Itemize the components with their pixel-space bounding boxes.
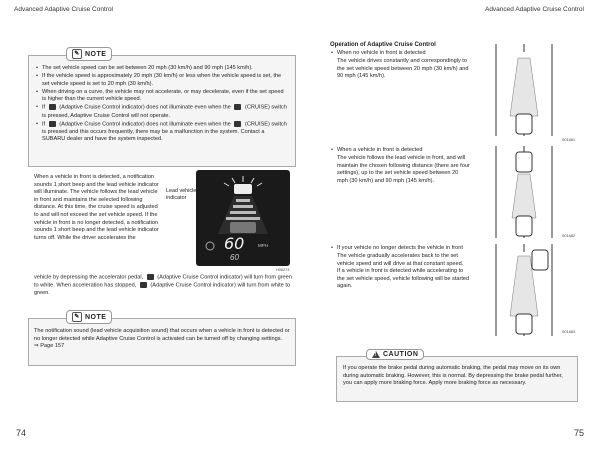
left-body-text-lower: vehicle by depressing the accelerator pedal, (Adaptive Cruise Control indicator) will turn from green to white. When acceleration has stopped, (Adaptive Cruise Control indicator) will turn from white to green.	[34, 274, 292, 297]
pencil-note-icon: ✎	[72, 312, 82, 322]
right-section-3	[330, 245, 470, 291]
section-2-heading: • When a vehicle in front is detected	[337, 147, 470, 155]
note-2-content	[34, 328, 290, 351]
note-1-title: NOTE	[85, 50, 107, 58]
adaptive-cruise-control-indicator-icon	[49, 104, 56, 110]
note-2-text: The notification sound (lead vehicle acquisition sound) that occurs when a vehicle in front is detected or no longer detected while Adaptive Cruise Control is activated can be turned off by changing settings.	[34, 328, 290, 342]
section-1-heading: • When no vehicle in front is detected	[337, 50, 470, 58]
caution-text: If you operate the brake pedal during automatic braking, the pedal may move on its own during automatic braking. However, this is normal. By depressing the brake pedal further, you can apply more braking force. Apply more braking force as necessary.	[343, 365, 563, 387]
note-box-1	[28, 55, 296, 167]
right-section-title: Operation of Adaptive Cruise Control	[330, 42, 436, 48]
note-1-item: • The set vehicle speed can be set between 20 mph (30 km/h) and 90 mph (145 km/h).	[42, 65, 289, 73]
note-2-page-ref[interactable]: ⇒ Page 157	[34, 343, 65, 350]
note-1-item: • If (Adaptive Cruise Control indicator) does not illuminate even when the (CRUISE) switch is pressed and this occurs frequently, there may be a malfunction in the system. Contact a SUBARU dealer and have the system inspected.	[42, 121, 289, 144]
section-2-text: The vehicle follows the lead vehicle in front, and will maintain the chosen following distance (there are four settings), up to the set vehicle speed between 20 mph (30 km/h) and 90 mph (145 km/h).	[337, 155, 470, 184]
note-1-content	[35, 65, 289, 144]
left-running-header: Advanced Adaptive Cruise Control	[14, 6, 114, 13]
caution-title-badge	[366, 349, 424, 360]
adaptive-cruise-control-indicator-icon	[49, 121, 56, 127]
warning-triangle-icon	[372, 351, 380, 358]
right-page-number: 75	[573, 428, 584, 438]
lead-vehicle-icon	[234, 184, 252, 194]
meter-display	[196, 170, 290, 266]
adaptive-cruise-control-indicator-icon	[234, 121, 241, 127]
caution-box	[336, 356, 578, 402]
right-section-2	[330, 147, 470, 185]
figure-code-h06273: H06273	[276, 268, 290, 272]
set-speed-large: 60	[224, 234, 245, 253]
adaptive-cruise-control-indicator-icon	[140, 282, 147, 288]
right-section-1	[330, 50, 470, 81]
note-1-title-badge	[66, 47, 112, 61]
figure-code-s01681: S01681	[562, 138, 576, 142]
caution-title: CAUTION	[383, 351, 419, 358]
road-illustration-vehicle-lost	[488, 244, 560, 336]
pencil-note-icon: ✎	[72, 49, 82, 59]
section-3-text-2: If a vehicle in front is detected while accelerating to the set vehicle speed, vehicle following will be started again.	[337, 268, 470, 290]
note-1-item: • If the vehicle speed is approximately 20 mph (30 km/h) or less when the vehicle speed is set, the set vehicle speed is set to 20 mph (30 km/h).	[42, 73, 289, 88]
left-page-number: 74	[16, 428, 27, 438]
left-body-text-upper: When a vehicle in front is detected, a notification sounds 1 short beep and the lead vehicle indicator will illuminate. The vehicle follows the lead vehicle in front and maintains the selected following distance. At this time, the cruise speed is adjusted to and will not exceed the set vehicle speed. If the vehicle in front is no longer detected, a notification sounds 1 short beep and the lead vehicle indicator turns off. While the driver accelerates the	[34, 174, 159, 241]
note-2-title: NOTE	[85, 313, 107, 321]
lead-vehicle-callout: Lead vehicle indicator	[166, 188, 197, 201]
road-illustration-vehicle-ahead	[488, 146, 560, 238]
speed-unit: MPH	[258, 243, 268, 248]
current-speed-small: 60	[230, 253, 239, 262]
figure-code-s01682: S01682	[562, 234, 576, 238]
cruise-indicator-icon	[206, 242, 214, 250]
note-1-item: • When driving on a curve, the vehicle may not accelerate, or may decelerate, even if the set speed is higher than the current vehicle speed.	[42, 89, 289, 104]
adaptive-cruise-control-indicator-icon	[234, 104, 241, 110]
adaptive-cruise-control-indicator-icon	[147, 274, 154, 280]
note-1-item: • If (Adaptive Cruise Control indicator) does not illuminate even when the (CRUISE) switch is pressed, Adaptive Cruise Control will not operate.	[42, 104, 289, 120]
own-vehicle-icon	[230, 222, 256, 233]
section-3-heading: • If your vehicle no longer detects the vehicle in front	[337, 245, 470, 253]
note-1-list	[35, 65, 289, 144]
right-running-header: Advanced Adaptive Cruise Control	[484, 6, 584, 13]
section-3-text: The vehicle gradually accelerates back to the set vehicle speed and will drive at that constant speed.	[337, 253, 464, 267]
figure-code-s01683: S01683	[562, 330, 576, 334]
note-box-2	[28, 318, 296, 366]
note-2-title-badge	[66, 310, 112, 324]
road-illustration-no-vehicle	[488, 44, 560, 136]
section-1-text: The vehicle drives constantly and correspondingly to the set vehicle speed between 20 mph (30 km/h) and 90 mph (145 km/h).	[337, 58, 469, 80]
